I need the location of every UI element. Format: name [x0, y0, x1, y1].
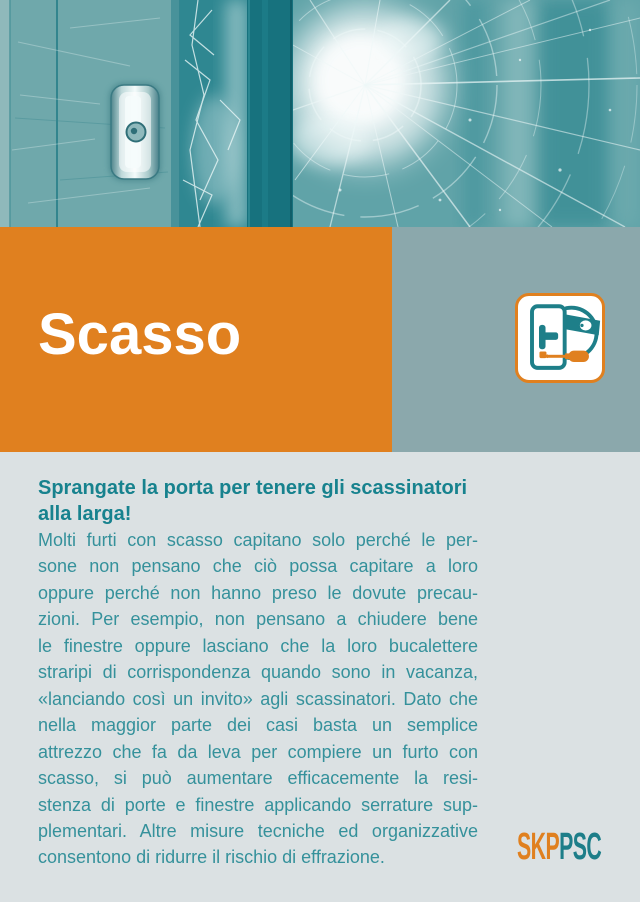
logo-part-teal: PSC	[559, 826, 602, 868]
burglar-door-screwdriver-icon	[518, 296, 602, 380]
body-line: sone non pensano che ciò possa capitare a loro	[38, 556, 478, 577]
body-line: «lanciando così un invito» agli scassinatori. Dato che	[38, 688, 478, 709]
title-banner	[0, 227, 392, 452]
heading-line: alla larga!	[38, 502, 132, 525]
topic-icon-box	[515, 293, 605, 383]
page-title: Scasso	[38, 301, 242, 367]
body-line: attrezzo che fa da leva per compiere un furto con	[38, 741, 478, 762]
door-lock	[109, 83, 161, 181]
hero-photo	[0, 0, 640, 227]
body-line: zioni. Per esempio, non pensano a chiudere bene	[38, 609, 478, 630]
body-line: nella maggior parte dei casi basta un semplice	[38, 715, 478, 736]
body-line: scasso, si può aumentare efficacemente la resi-	[38, 768, 478, 789]
body-line: plementari. Altre misure tecniche ed organizzative	[38, 820, 478, 841]
heading-line: Sprangate la porta per tenere gli scassinatori	[38, 477, 468, 499]
logo-part-orange: SKP	[517, 826, 560, 868]
skppsc-logo	[517, 826, 601, 870]
body-line: stenza di porte e finestre applicando serrature sup-	[38, 794, 478, 815]
body-line: consentono di ridurre il rischio di effrazione.	[38, 847, 385, 868]
body-line: straripi di corrispondenza quando sono in vacanza,	[38, 662, 478, 683]
glass-strip	[180, 0, 247, 227]
body-line: oppure perché non hanno preso le dovute precau-	[38, 582, 478, 603]
body-line: Molti furti con scasso capitano solo perché le per-	[38, 530, 478, 550]
window-frame-bar	[247, 0, 293, 227]
body-paragraph	[38, 527, 478, 871]
section-heading	[38, 476, 498, 527]
broken-glass-door-illustration	[0, 0, 640, 227]
body-line: le finestre oppure lasciano che la loro bucalettere	[38, 635, 478, 656]
